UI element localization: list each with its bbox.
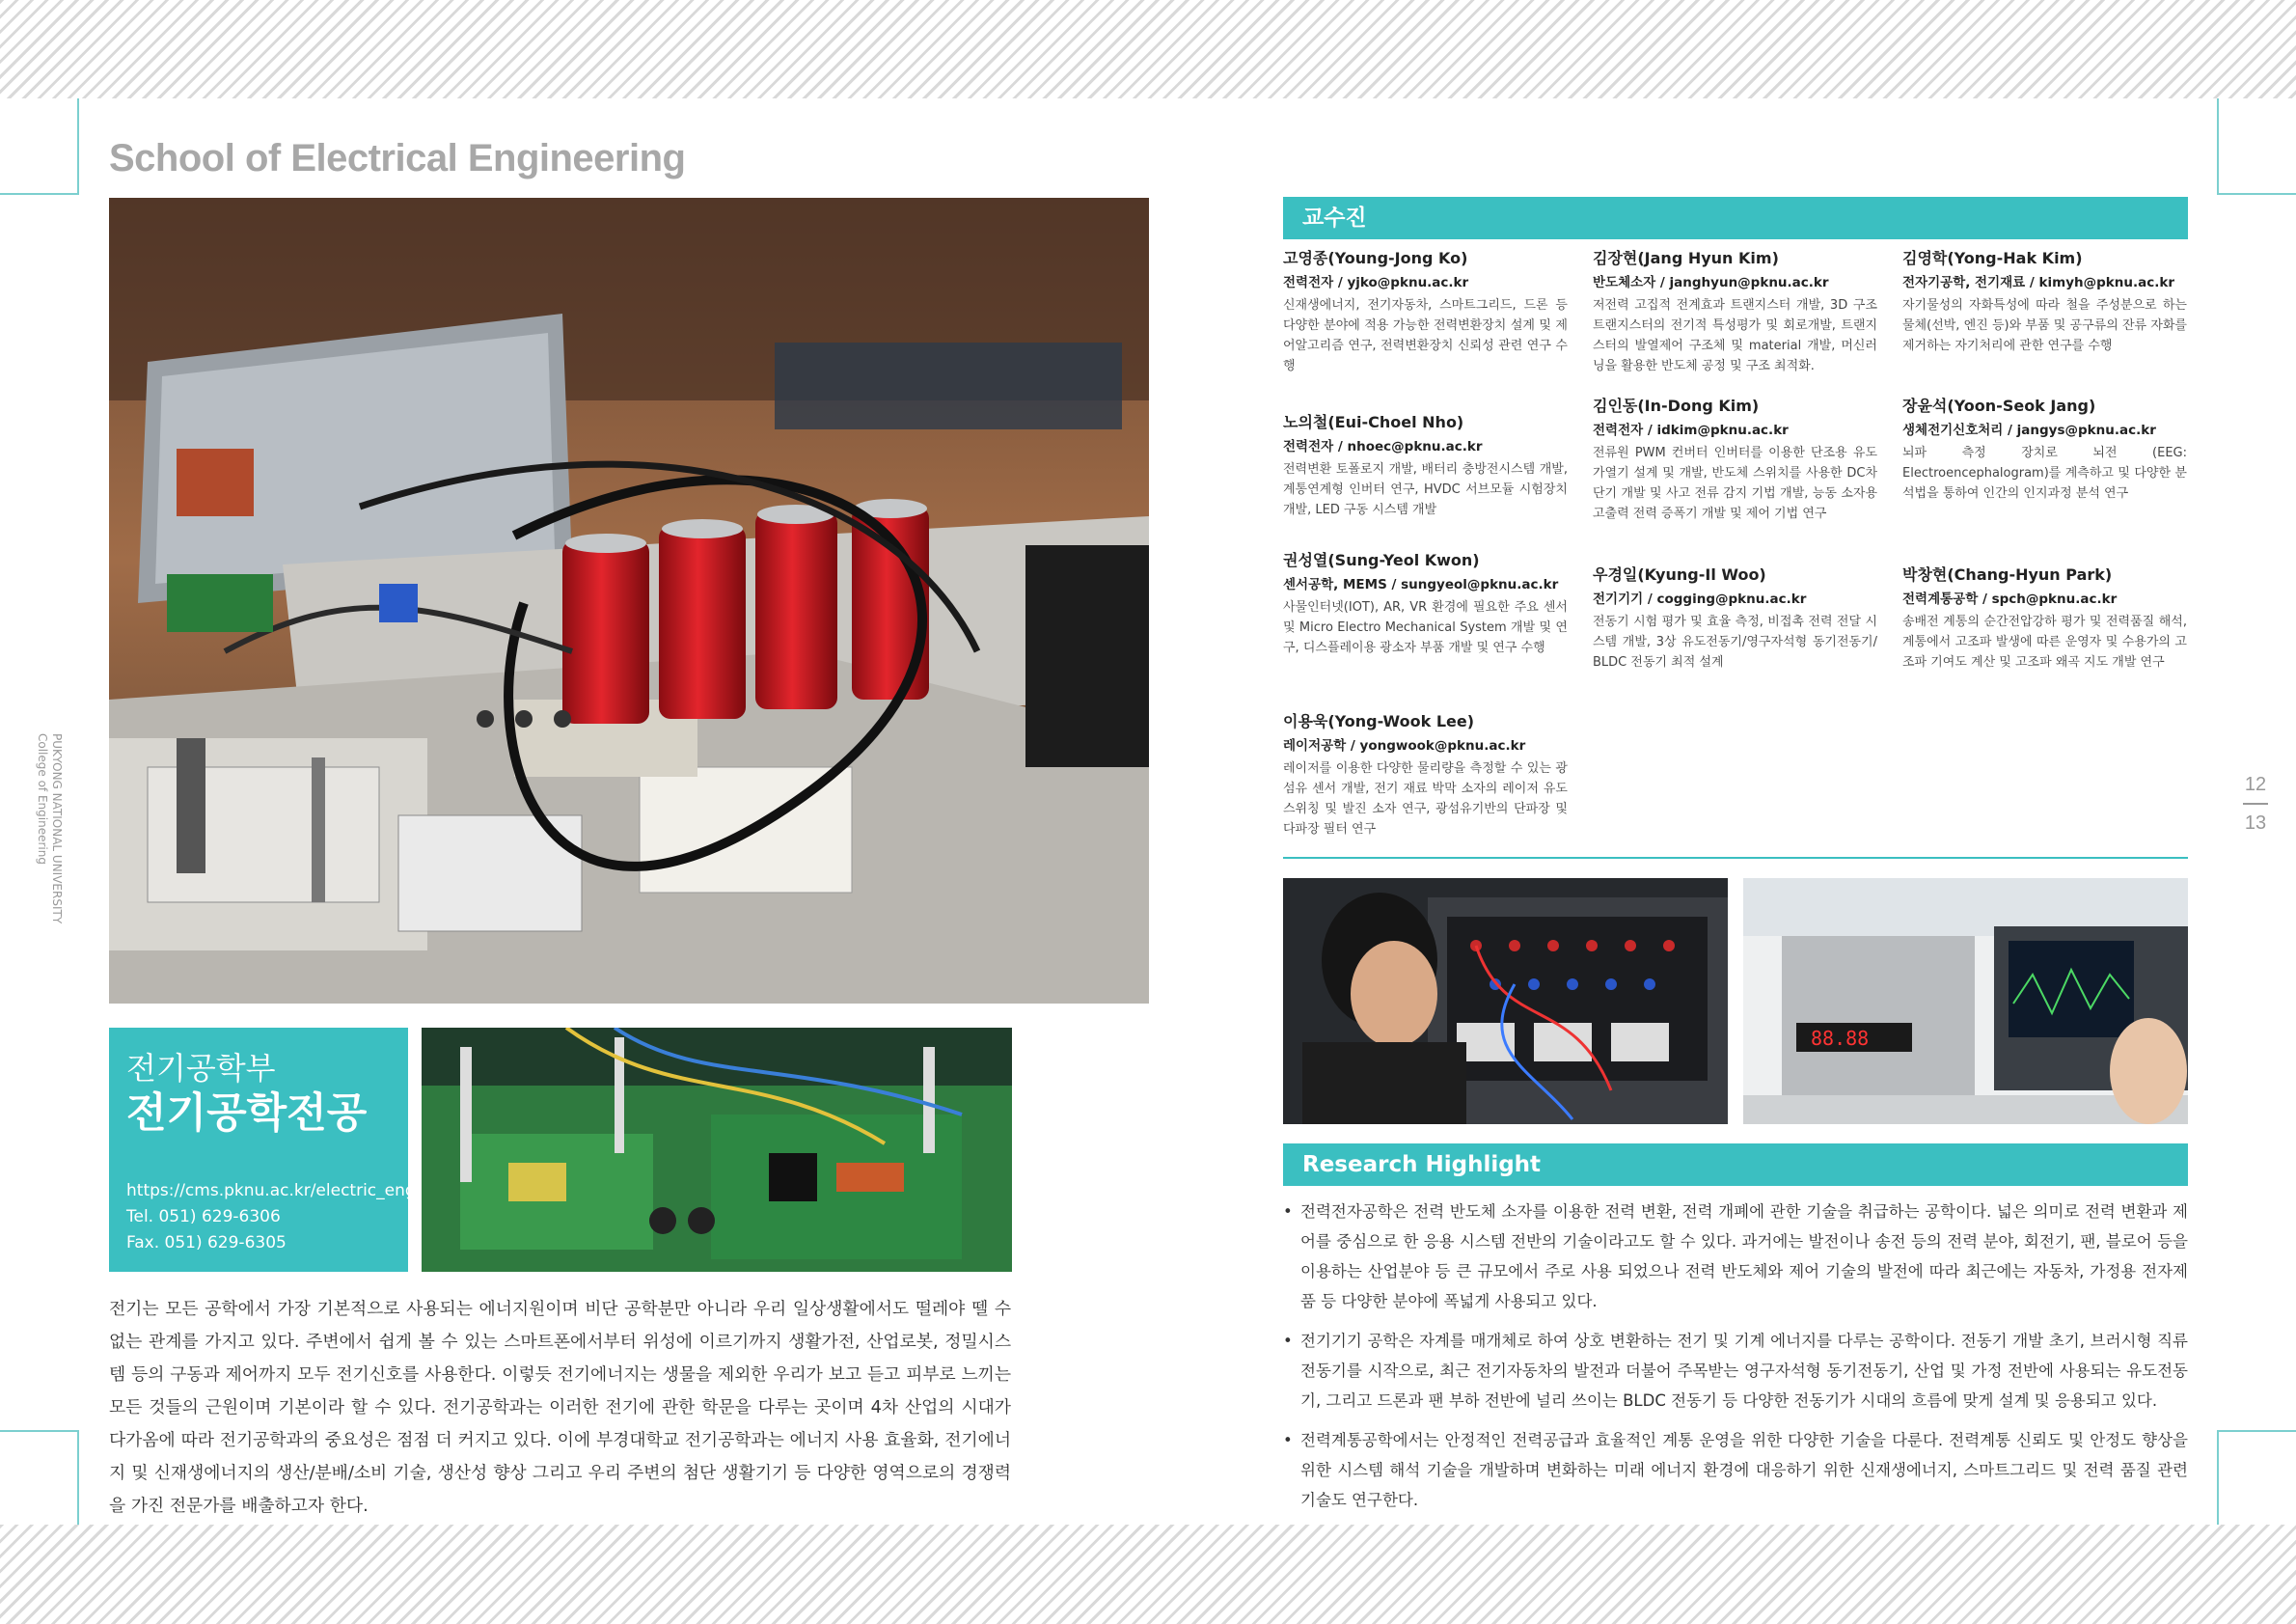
department-info-box bbox=[109, 1028, 416, 1272]
research-item-text: 전기기기 공학은 자계를 매개체로 하여 상호 변환하는 전기 및 기계 에너지를 다루는 공학이다. 전동기 개발 초기, 브러시형 직류 전동기를 시작으로, 최근 전기자동차의 발전과 더불어 주목받는 영구자석형 동기전동기, 산업 및 가정 전반에 사용되는 유도전동기, 그리고 드론과 팬 부하 전반에 널리 쓰이는 BLDC 전동기 등 다양한 전동기가 시대의 흐름에 맞게 설계 및 응용되고 있다. bbox=[1300, 1332, 2188, 1410]
faculty-name: 김장현(Jang Hyun Kim) bbox=[1593, 249, 1779, 267]
faculty-description: 전동기 시험 평가 및 효율 측정, 비접촉 전력 전달 시스템 개발, 3상 유도전동기/영구자석형 동기전동기/ BLDC 전동기 최적 설계 bbox=[1593, 615, 1877, 670]
faculty-description: 송배전 계통의 순간전압강하 평가 및 전력품질 해석, 계통에서 고조파 발생에 따른 운영자 및 수용가의 고조파 기여도 계산 및 고조파 왜곡 지도 개발 연구 bbox=[1902, 615, 2187, 670]
faculty-header-bar bbox=[1283, 197, 2188, 239]
faculty-title: 교수진 bbox=[1302, 206, 1367, 231]
faculty-name: 김영학(Yong-Hak Kim) bbox=[1902, 249, 2083, 267]
faculty-name: 김인동(In-Dong Kim) bbox=[1593, 397, 1760, 415]
research-header-bar bbox=[1283, 1143, 2188, 1186]
frame-line bbox=[2217, 193, 2296, 195]
faculty-entry bbox=[1283, 711, 1568, 840]
frame-line bbox=[0, 193, 79, 195]
faculty-name: 권성열(Sung-Yeol Kwon) bbox=[1283, 551, 1480, 569]
faculty-description: 자기물성의 자화특성에 따라 철을 주성분으로 하는 물체(선박, 엔진 등)와 부품 및 공구류의 잔류 자화를 제거하는 자기처리에 관한 연구를 수행 bbox=[1902, 298, 2187, 353]
faculty-description: 신재생에너지, 전기자동차, 스마트그리드, 드론 등 다양한 분야에 적용 가능한 전력변환장치 설계 및 제어알고리즘 연구, 전력변환장치 신뢰성 관련 연구 수행 bbox=[1283, 298, 1568, 373]
faculty-field: 전기기기 / cogging@pknu.ac.kr bbox=[1593, 592, 1807, 607]
faculty-entry bbox=[1593, 396, 1877, 524]
faculty-name: 박창현(Chang-Hyun Park) bbox=[1902, 565, 2113, 584]
faculty-entry bbox=[1902, 248, 2187, 356]
page-title: School of Electrical Engineering bbox=[109, 137, 686, 179]
faculty-description: 전류원 PWM 컨버터 인버터를 이용한 단조용 유도가열기 설계 및 개발, 반도체 스위치를 사용한 DC차단기 개발 및 사고 전류 감지 기법 개발, 능동 소자용 고출력 전력 증폭기 개발 및 제어 기법 연구 bbox=[1593, 446, 1877, 521]
frame-line bbox=[0, 1430, 79, 1432]
faculty-entry bbox=[1902, 564, 2187, 673]
faculty-entry bbox=[1283, 248, 1568, 376]
frame-line bbox=[77, 1430, 79, 1525]
faculty-description: 뇌파 측정 장치로 뇌전 (EEG: Electroencephalogram)를 계측하고 및 다양한 분석법을 통하여 인간의 인지과정 분석 연구 bbox=[1902, 446, 2187, 501]
section-divider bbox=[1283, 857, 2188, 859]
faculty-description: 저전력 고집적 전계효과 트랜지스터 개발, 3D 구조 트랜지스터의 전기적 특성평가 및 회로개발, 트랜지스터의 발열제어 구조체 및 material 개발, 머신러닝을 활용한 반도체 공정 및 구조 최적화. bbox=[1593, 298, 1877, 373]
faculty-field: 전자기공학, 전기재료 / kimyh@pknu.ac.kr bbox=[1902, 275, 2174, 290]
faculty-entry bbox=[1283, 412, 1568, 520]
faculty-field: 레이저공학 / yongwook@pknu.ac.kr bbox=[1283, 738, 1526, 754]
department-fax: Fax. 051) 629-6305 bbox=[126, 1233, 287, 1252]
research-title: Research Highlight bbox=[1302, 1152, 1542, 1177]
frame-line bbox=[2217, 1430, 2219, 1525]
research-item-text: 전력전자공학은 전력 반도체 소자를 이용한 전력 변환, 전력 개폐에 관한 기술을 취급하는 공학이다. 넓은 의미로 전력 변환과 제어를 중심으로 한 응용 시스템 전반의 기술이라고도 할 수 있다. 과거에는 발전이나 송전 등의 전력 분야, 회전기, 팬, 블로어 등을 이용하는 산업분야 등 큰 규모에서 주로 사용 되었으나 전력 반도체와 제어 기술의 발전에 따라 최근에는 자동차, 가정용 전자제품 등 다양한 분야에 폭넓게 사용되고 있다. bbox=[1300, 1202, 2188, 1310]
page-number-separator bbox=[2243, 803, 2268, 805]
research-highlight-list bbox=[1283, 1197, 2188, 1525]
department-tel: Tel. 051) 629-6306 bbox=[126, 1207, 281, 1226]
faculty-entry bbox=[1593, 248, 1877, 376]
bottom-stripe-band bbox=[0, 1525, 2296, 1624]
research-item-text: 전력계통공학에서는 안정적인 전력공급과 효율적인 계통 운영을 위한 다양한 기술을 다룬다. 전력계통 신뢰도 및 안정도 향상을 위한 시스템 해석 기술을 개발하며 변화하는 미래 에너지 환경에 대응하기 위한 신재생에너지, 스마트그리드 및 전력 품질 관련 기술도 연구한다. bbox=[1300, 1431, 2188, 1509]
bullet-icon: • bbox=[1283, 1431, 1293, 1449]
faculty-entry bbox=[1902, 396, 2187, 504]
faculty-field: 생체전기신호처리 / jangys@pknu.ac.kr bbox=[1902, 423, 2156, 438]
faculty-name: 고영종(Young-Jong Ko) bbox=[1283, 249, 1468, 267]
faculty-name: 장윤석(Yoon-Seok Jang) bbox=[1902, 397, 2096, 415]
frame-line bbox=[2217, 98, 2219, 193]
page-number-left: 12 bbox=[2244, 774, 2267, 795]
faculty-entry bbox=[1593, 564, 1877, 673]
faculty-name: 우경일(Kyung-Il Woo) bbox=[1593, 565, 1766, 584]
page-number-right: 13 bbox=[2244, 812, 2267, 834]
faculty-field: 전력전자 / nhoec@pknu.ac.kr bbox=[1283, 439, 1483, 454]
student-equipment-photo bbox=[1283, 878, 1728, 1124]
university-name: PUKYONG NATIONAL UNIVERSITY bbox=[50, 733, 64, 924]
top-stripe-band bbox=[0, 0, 2296, 98]
side-caption bbox=[36, 733, 64, 926]
faculty-field: 전력계통공학 / spch@pknu.ac.kr bbox=[1902, 592, 2118, 607]
frame-line bbox=[77, 98, 79, 193]
svg-text:88.88: 88.88 bbox=[1811, 1027, 1870, 1050]
faculty-field: 전력전자 / idkim@pknu.ac.kr bbox=[1593, 423, 1789, 438]
intro-paragraph: 전기는 모든 공학에서 가장 기본적으로 사용되는 에너지원이며 비단 공학분만 아니라 우리 일상생활에서도 떨레야 뗄 수 없는 관계를 가지고 있다. 주변에서 쉽게 볼 수 있는 스마트폰에서부터 위성에 이르기까지 생활가전, 산업로봇, 정밀시스템 등의 구동과 제어까지 모두 전기신호를 사용한다. 이렇듯 전기에너지는 생물을 제외한 우리가 보고 듣고 피부로 느끼는 모든 것들의 근원이며 기본이라 할 수 있다. 전기공학과는 이러한 전기에 관한 학문을 다루는 곳이며 4차 산업의 시대가 다가옴에 따라 전기공학과의 중요성은 점점 더 커지고 있다. 이에 부경대학교 전기공학과는 에너지 사용 효율화, 전기에너지 및 신재생에너지의 생산/분배/소비 기술, 생산성 향상 그리고 우리 주변의 첨단 생활기기 등 다양한 영역으로의 경쟁력을 가진 전문가를 배출하고자 한다. bbox=[109, 1299, 1011, 1516]
bullet-icon: • bbox=[1283, 1202, 1293, 1221]
frame-line bbox=[2217, 1430, 2296, 1432]
research-item bbox=[1283, 1197, 2188, 1316]
college-name: College of Engineering bbox=[36, 733, 49, 865]
faculty-field: 반도체소자 / janghyun@pknu.ac.kr bbox=[1593, 275, 1829, 290]
bullet-icon: • bbox=[1283, 1332, 1293, 1350]
faculty-name: 노의철(Eui-Choel Nho) bbox=[1283, 413, 1464, 431]
faculty-description: 레이저를 이용한 다양한 물리량을 측정할 수 있는 광섬유 센서 개발, 전기 재료 박막 소자의 레이저 유도 스위칭 및 발진 소자 연구, 광섬유기반의 단파장 및 다파장 필터 연구 bbox=[1283, 761, 1568, 837]
research-item bbox=[1283, 1326, 2188, 1416]
research-item bbox=[1283, 1425, 2188, 1515]
page-numbers bbox=[2236, 772, 2275, 836]
major-name: 전기공학전공 bbox=[126, 1089, 368, 1138]
faculty-entry bbox=[1283, 550, 1568, 658]
lab-photo-main bbox=[109, 198, 1149, 1004]
faculty-field: 센서공학, MEMS / sungyeol@pknu.ac.kr bbox=[1283, 577, 1559, 592]
school-name: 전기공학부 bbox=[126, 1050, 276, 1087]
faculty-name: 이용욱(Yong-Wook Lee) bbox=[1283, 712, 1475, 730]
faculty-field: 전력전자 / yjko@pknu.ac.kr bbox=[1283, 275, 1469, 290]
faculty-description: 전력변환 토폴로지 개발, 배터리 충방전시스템 개발, 계통연계형 인버터 연구, HVDC 서브모듈 시험장치 개발, LED 구동 시스템 개발 bbox=[1283, 462, 1568, 517]
faculty-description: 사물인터넷(IOT), AR, VR 환경에 필요한 주요 센서 및 Micro Electro Mechanical System 개발 및 연구, 디스플레이용 광소자 부품 개발 및 연구 수행 bbox=[1283, 600, 1568, 655]
contact-info bbox=[126, 1178, 416, 1256]
lab-instrument-photo bbox=[1743, 878, 2188, 1124]
circuit-board-photo bbox=[422, 1028, 1012, 1272]
department-url[interactable]: https://cms.pknu.ac.kr/electric_eng bbox=[126, 1181, 416, 1200]
